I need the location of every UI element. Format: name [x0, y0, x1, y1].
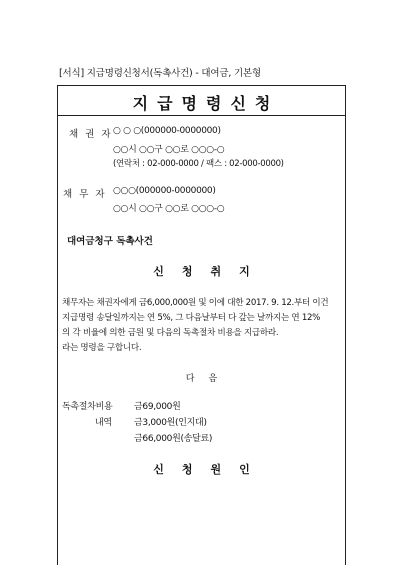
creditor-address: ○○시 ○○구 ○○로 ○○○-○: [113, 145, 225, 155]
cause-title: 신청원인: [153, 463, 268, 476]
purpose-line: 지급명령 송달일까지는 연 5%, 그 다음날부터 다 갚는 날까지는 연 12%: [62, 313, 321, 323]
cost-total-value: 금69,000원: [134, 402, 181, 412]
cost-detail-postage: 금66,000원(송달료): [134, 434, 213, 444]
debtor-name: ○○○(000000-0000000): [113, 186, 216, 196]
creditor-contact: (연락처 : 02-000-0000 / 팩스 : 02-000-0000): [113, 159, 284, 169]
creditor-name: ○ ○ ○(000000-0000000): [113, 126, 221, 136]
cost-total-label: 독촉절차비용: [62, 402, 113, 412]
debtor-address: ○○시 ○○구 ○○로 ○○○-○: [113, 204, 225, 214]
purpose-line: 라는 명령을 구합니다.: [62, 343, 142, 353]
creditor-label: 채 권 자: [69, 129, 113, 140]
cost-detail-stamp: 금3,000원(인지대): [134, 418, 207, 428]
next-label: 다음: [185, 374, 232, 384]
title-divider: [58, 115, 345, 116]
cost-detail-label: 내역: [95, 418, 112, 428]
purpose-title: 신청취지: [153, 265, 268, 278]
debtor-label: 채 무 자: [63, 189, 107, 200]
case-name: 대여금청구 독촉사건: [67, 236, 153, 247]
purpose-line: 채무자는 채권자에게 금6,000,000원 및 이에 대한 2017. 9. 12.부터 이건: [62, 298, 329, 308]
document-header: [서식] 지급명령신청서(독촉사건) - 대여금, 기본형: [59, 68, 261, 79]
page-title: 지급명령신청: [132, 94, 280, 113]
purpose-line: 의 각 비율에 의한 금원 및 다음의 독촉절차 비용을 지급하라.: [62, 328, 279, 338]
form-frame: [57, 85, 346, 565]
